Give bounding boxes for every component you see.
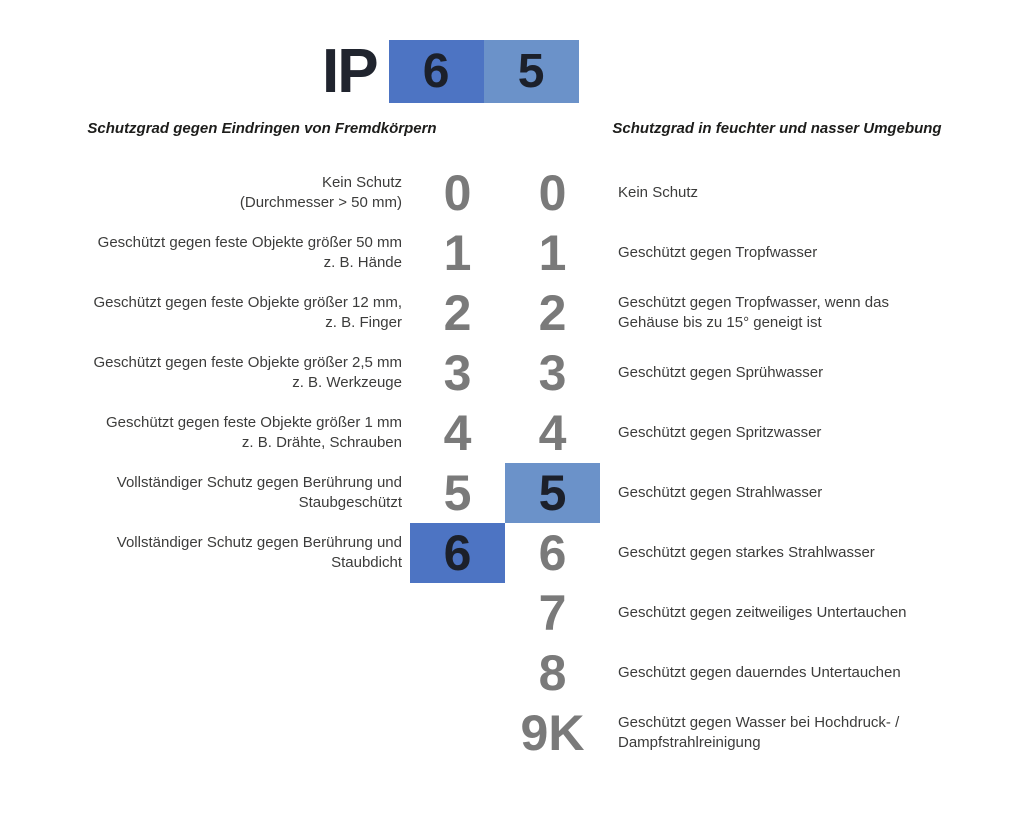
- left-description: [30, 223, 410, 283]
- description-line: (Durchmesser > 50 mm): [239, 194, 402, 211]
- left-description: [30, 343, 410, 403]
- right-digit-highlighted: 5: [505, 463, 600, 523]
- left-digit: [410, 643, 505, 703]
- left-digit: 4: [443, 405, 472, 461]
- description-line: Geschützt gegen dauerndes Untertauchen: [618, 664, 901, 681]
- right-description: [600, 283, 994, 343]
- right-digit: 6: [538, 525, 567, 581]
- right-description: [600, 703, 994, 763]
- ip-label: IP: [322, 36, 377, 106]
- left-description: [30, 463, 410, 523]
- right-description: [600, 343, 994, 403]
- left-digit: 2: [443, 285, 472, 341]
- description-line: Vollständiger Schutz gegen Berührung und: [116, 474, 402, 491]
- left-digit: 3: [443, 345, 472, 401]
- right-digit: 2: [538, 285, 567, 341]
- description-line: Staubdicht: [331, 554, 402, 571]
- description-line: Geschützt gegen feste Objekte größer 12 mm,: [93, 294, 402, 311]
- ip-first-digit-box: 6: [389, 40, 484, 103]
- left-digit: [410, 583, 505, 643]
- description-line: z. B. Finger: [325, 314, 402, 331]
- right-description: [600, 403, 994, 463]
- description-line: Geschützt gegen Wasser bei Hochdruck- /: [618, 714, 900, 731]
- description-line: Staubgeschützt: [298, 494, 402, 511]
- right-digit: 1: [538, 225, 567, 281]
- description-line: Geschützt gegen Tropfwasser: [618, 244, 818, 261]
- description-line: Geschützt gegen Tropfwasser, wenn das: [618, 294, 889, 311]
- left-description: [30, 403, 410, 463]
- description-line: Geschützt gegen feste Objekte größer 1 mm: [106, 414, 402, 431]
- ip-rating-table: [30, 163, 994, 763]
- left-description: [30, 283, 410, 343]
- description-line: Geschützt gegen Spritzwasser: [618, 424, 822, 441]
- right-description: [600, 643, 994, 703]
- right-description: [600, 163, 994, 223]
- description-line: Geschützt gegen Sprühwasser: [618, 364, 824, 381]
- right-digit: 4: [538, 405, 567, 461]
- right-description: [600, 463, 994, 523]
- left-description: [30, 583, 410, 643]
- left-description: [30, 523, 410, 583]
- right-digit: 3: [538, 345, 567, 401]
- description-line: Geschützt gegen zeitweiliges Untertauchen: [618, 604, 907, 621]
- right-digit: 8: [538, 645, 567, 701]
- description-line: Geschützt gegen feste Objekte größer 2,5 mm: [93, 354, 402, 371]
- left-digit: [410, 703, 505, 763]
- left-description: [30, 163, 410, 223]
- left-description: [30, 643, 410, 703]
- description-line: Geschützt gegen Strahlwasser: [618, 484, 823, 501]
- left-digit-highlighted: 6: [410, 523, 505, 583]
- ip-code-header: [322, 36, 579, 106]
- column-title-solids: Schutzgrad gegen Eindringen von Fremdkörpern: [87, 120, 437, 137]
- description-line: z. B. Hände: [323, 254, 402, 271]
- left-digit: 0: [443, 165, 472, 221]
- description-line: Kein Schutz: [618, 184, 699, 201]
- left-description: [30, 703, 410, 763]
- description-line: Vollständiger Schutz gegen Berührung und: [116, 534, 402, 551]
- ip-second-digit-box: 5: [484, 40, 579, 103]
- description-line: Geschützt gegen feste Objekte größer 50 mm: [97, 234, 402, 251]
- right-digit: 9K: [520, 705, 585, 761]
- left-digit: 5: [443, 465, 472, 521]
- left-digit: 1: [443, 225, 472, 281]
- description-line: z. B. Werkzeuge: [292, 374, 402, 391]
- right-description: [600, 583, 994, 643]
- description-line: z. B. Drähte, Schrauben: [241, 434, 402, 451]
- right-description: [600, 223, 994, 283]
- description-line: Geschützt gegen starkes Strahlwasser: [618, 544, 875, 561]
- description-line: Kein Schutz: [321, 174, 402, 191]
- right-description: [600, 523, 994, 583]
- right-digit: 7: [538, 585, 567, 641]
- description-line: Dampfstrahlreinigung: [618, 734, 761, 751]
- column-title-water: Schutzgrad in feuchter und nasser Umgebung: [612, 120, 942, 137]
- right-digit: 0: [538, 165, 567, 221]
- description-line: Gehäuse bis zu 15° geneigt ist: [618, 314, 822, 331]
